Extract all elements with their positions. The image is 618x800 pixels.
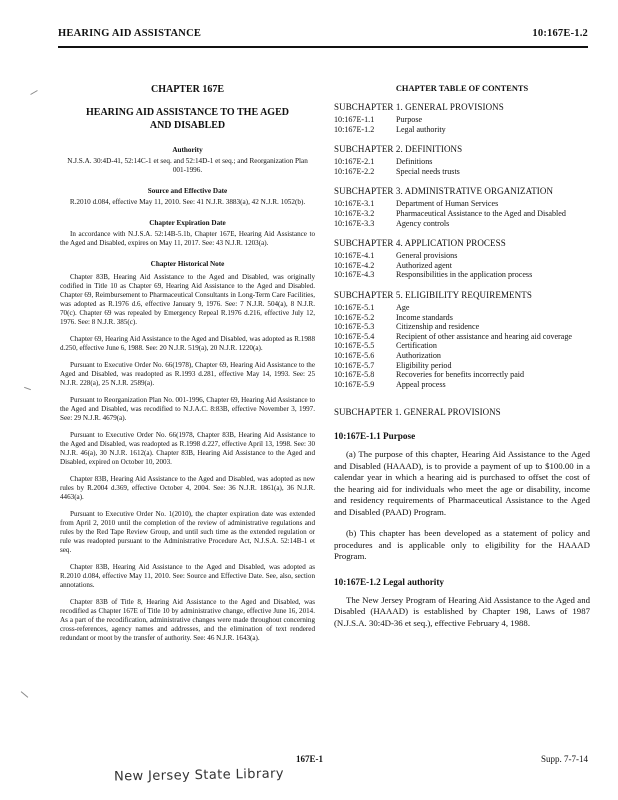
toc-entry[interactable] <box>334 380 590 390</box>
toc-entry[interactable] <box>334 351 590 361</box>
left-column <box>60 84 315 651</box>
running-header <box>58 28 588 42</box>
toc-subchapter <box>334 238 590 280</box>
subchapter-heading: SUBCHAPTER 1. GENERAL PROVISIONS <box>334 407 501 418</box>
toc-entry-title: Eligibility period <box>396 360 452 370</box>
right-column <box>334 84 590 639</box>
history-paragraph: Chapter 83B, Hearing Aid Assistance to the Aged and Disabled, was originally codified in Title 10 as Chapter 69, Hearing Aid Assistance to the Aged and Disabled. Chapter 69, Reimbursement to Pharmaceutical Consultants in Long-Term Care Facilities, was adopted as R.1976 d.6, effective January 9, 1976. See: 7 N.J.R. 504(a), 8 N.J.R. 70(c). Chapter 69 was repealed by Emergency Repeal R.1976 d.216, effective July 12, 1976. See: 8 N.J.R. 385(c). <box>60 273 315 326</box>
toc-entry-number: 10:167E-1.2 <box>334 124 375 134</box>
toc-entry-number: 10:167E-2.2 <box>334 166 375 176</box>
history-paragraph: Pursuant to Executive Order No. 1(2010), the chapter expiration date was extended from April 2, 2010 until the completion of the review of administrative regulations and rules by the Red Tape Review Group, and until such time as the extended regulation or rule was readopted pursuant to the Administrative Procedure Act, N.J.S.A. 52:14B-1 et seq. <box>60 510 315 554</box>
toc-entry-title: Responsibilities in the application process <box>396 270 533 280</box>
toc-entry-number: 10:167E-5.4 <box>334 331 375 341</box>
header-title: HEARING AID ASSISTANCE <box>58 28 202 39</box>
toc-entry-title: General provisions <box>396 251 458 261</box>
history-paragraph: Chapter 69, Hearing Aid Assistance to the Aged and Disabled, was adopted as R.1988 d.250, effective June 6, 1988. See: 20 N.J.R. 519(a), 20 N.J.R. 1220(a). <box>60 335 315 352</box>
toc-entry-number: 10:167E-4.2 <box>334 260 375 270</box>
toc-entry-number: 10:167E-5.8 <box>334 370 375 380</box>
section-paragraph: The New Jersey Program of Hearing Aid Assistance to the Aged and Disabled (HAAAD) is established by Chapter 198, Laws of 1987 (N.J.S.A. 30:4D-36 et seq.), effective February 4, 1988. <box>334 594 590 628</box>
toc-entry-number: 10:167E-3.2 <box>334 208 375 218</box>
toc-entry[interactable] <box>334 303 590 313</box>
section-paragraph: (a) The purpose of this chapter, Hearing Aid Assistance to the Aged and Disabled (HAAAD), is to provide a payment of up to $100.00 in a calendar year in which a hearing aid is purchased to offset the cost of the hearing aid for individuals who meet the age or disability, income and residency requirements of Pharmaceutical Assistance to the Aged and Disabled (PAAD) Program. <box>334 449 590 517</box>
toc-entry-title: Authorization <box>396 350 441 360</box>
toc-entry-title: Certification <box>396 341 437 351</box>
toc-entry[interactable] <box>334 219 590 229</box>
toc-entry-title: Age <box>396 302 410 312</box>
authority-heading: Authority <box>172 146 203 154</box>
page-number: 167E-1 <box>296 754 323 764</box>
library-stamp: New Jersey State Library <box>113 766 284 785</box>
toc-subchapter <box>334 102 590 134</box>
toc-subchapter-heading: SUBCHAPTER 5. ELIGIBILITY REQUIREMENTS <box>334 289 532 300</box>
expiration-text: In accordance with N.J.S.A. 52:14B-5.1b, Chapter 167E, Hearing Aid Assistance to the Aged and Disabled, expires on May 11, 2017. See: 43 N.J.R. 1203(a). <box>60 230 315 247</box>
toc-entry-number: 10:167E-4.3 <box>334 270 375 280</box>
toc-entry-number: 10:167E-5.9 <box>334 379 375 389</box>
toc-entry-number: 10:167E-4.1 <box>334 251 375 261</box>
toc-entry[interactable] <box>334 370 590 380</box>
toc-entry-number: 10:167E-5.3 <box>334 322 375 332</box>
toc-entry-title: Special needs trusts <box>396 166 460 176</box>
history-paragraph: Chapter 83B, Hearing Aid Assistance to the Aged and Disabled, was adopted as R.2010 d.084, effective May 11, 2010. See: Source and Effective Date. See, also, section annotations. <box>60 563 315 589</box>
toc-entry-number: 10:167E-5.5 <box>334 341 375 351</box>
section-paragraph: (b) This chapter has been developed as a statement of policy and procedures and is applicable only to eligibility for the HAAAD Program. <box>334 528 590 562</box>
toc-entry[interactable] <box>334 157 590 167</box>
history-paragraph: Chapter 83B of Title 8, Hearing Aid Assistance to the Aged and Disabled, was recodified as Chapter 167E of Title 10 by administrative change, effective June 16, 2014. As a part of the recodification, administrative changes were made throughout concerning cross-references, agency names and addresses, and the elimination of text rendered redundant or moot by the transfer of authority. See: 46 N.J.R. 1643(a). <box>60 598 315 642</box>
toc-entry[interactable] <box>334 125 590 135</box>
chapter-title: HEARING AID ASSISTANCE TO THE AGED AND DISABLED <box>86 107 289 131</box>
toc-entry[interactable] <box>334 115 590 125</box>
authority-text: N.J.S.A. 30:4D-41, 52:14C-1 et seq. and 52:14D-1 et seq.; and Reorganization Plan 001-1996. <box>67 157 308 174</box>
toc-entry[interactable] <box>334 251 590 261</box>
toc-entry-title: Legal authority <box>396 124 446 134</box>
toc-subchapter-heading: SUBCHAPTER 1. GENERAL PROVISIONS <box>334 102 504 112</box>
toc-entry-number: 10:167E-1.1 <box>334 115 375 124</box>
toc-entry[interactable] <box>334 209 590 219</box>
toc-entry[interactable] <box>334 270 590 280</box>
source-heading: Source and Effective Date <box>147 187 228 195</box>
toc-entry-title: Recipient of other assistance and hearing aid coverage <box>396 331 572 341</box>
history-paragraph: Pursuant to Reorganization Plan No. 001-1996, Chapter 69, Hearing Aid Assistance to the Aged and Disabled, was recodified to N.J.A.C. 8:83B, effective November 3, 1997. See: 29 N.J.R. 4679(a). <box>60 396 315 422</box>
toc-entry[interactable] <box>334 313 590 323</box>
toc-entry-title: Agency controls <box>396 218 450 228</box>
toc-entry-title: Definitions <box>396 157 433 167</box>
toc-entry[interactable] <box>334 261 590 271</box>
history-paragraph: Chapter 83B, Hearing Aid Assistance to the Aged and Disabled, was adopted as new rules by R.2004 d.369, effective October 4, 2004. See: 36 N.J.R. 1861(a), 36 N.J.R. 4463(a). <box>60 475 315 501</box>
header-rule <box>58 46 588 48</box>
toc-entry-title: Appeal process <box>396 379 446 389</box>
toc-title: CHAPTER TABLE OF CONTENTS <box>395 84 529 93</box>
toc-subchapter <box>334 144 590 176</box>
toc-subchapter-heading: SUBCHAPTER 2. DEFINITIONS <box>334 144 463 155</box>
scan-mark <box>21 691 29 698</box>
history-heading: Chapter Historical Note <box>150 260 225 268</box>
toc-entry-number: 10:167E-5.6 <box>334 350 375 360</box>
toc-entry-title: Pharmaceutical Assistance to the Aged and Disabled <box>396 208 566 218</box>
toc-entry-number: 10:167E-5.7 <box>334 360 375 370</box>
toc-entry[interactable] <box>334 361 590 371</box>
toc-entry-number: 10:167E-3.3 <box>334 218 375 228</box>
toc-entry-number: 10:167E-5.1 <box>334 302 375 312</box>
supplement-date: Supp. 7-7-14 <box>541 754 588 764</box>
section-heading-legal-authority: 10:167E-1.2 Legal authority <box>334 576 444 587</box>
toc-subchapter <box>334 290 590 389</box>
toc-subchapter <box>334 186 590 228</box>
toc-entry[interactable] <box>334 199 590 209</box>
toc-entry-title: Recoveries for benefits incorrectly paid <box>396 370 525 380</box>
toc-entry-number: 10:167E-5.2 <box>334 312 375 322</box>
toc-entry[interactable] <box>334 167 590 177</box>
toc-entry-title: Income standards <box>396 312 453 322</box>
expiration-heading: Chapter Expiration Date <box>149 219 226 227</box>
chapter-number: CHAPTER 167E <box>150 84 225 95</box>
source-text: R.2010 d.084, effective May 11, 2010. See: 41 N.J.R. 3883(a), 42 N.J.R. 1052(b). <box>69 198 306 206</box>
scan-mark <box>30 90 37 95</box>
toc-entry-title: Purpose <box>396 115 423 124</box>
header-section-number: 10:167E-1.2 <box>532 28 588 39</box>
toc-entry-title: Authorized agent <box>396 260 452 270</box>
section-heading-purpose: 10:167E-1.1 Purpose <box>334 431 416 442</box>
toc-entry[interactable] <box>334 341 590 351</box>
toc-subchapter-heading: SUBCHAPTER 3. ADMINISTRATIVE ORGANIZATION <box>334 186 554 197</box>
toc-subchapter-heading: SUBCHAPTER 4. APPLICATION PROCESS <box>334 238 506 249</box>
toc-entry-title: Department of Human Services <box>396 199 499 209</box>
history-paragraph: Pursuant to Executive Order No. 66(1978, Chapter 83B, Hearing Aid Assistance to the Aged and Disabled, was readopted as R.1998 d.227, effective April 13, 1998. See: 30 N.J.R. 46(a), 30 N.J.R. 1612(a). Chapter 83B, Hearing Aid Assistance to the Aged and Disabled, expired on October 10, 2003. <box>60 431 315 466</box>
toc-entry-number: 10:167E-2.1 <box>334 157 375 167</box>
toc-entry[interactable] <box>334 322 590 332</box>
toc-entry-number: 10:167E-3.1 <box>334 199 375 209</box>
history-paragraph: Pursuant to Executive Order No. 66(1978), Chapter 69, Hearing Aid Assistance to the Aged and Disabled, was readopted as R.1993 d.281, effective May 14, 1993. See: 25 N.J.R. 228(a), 25 N.J.R. 2589(a). <box>60 361 315 387</box>
page-footer <box>0 754 618 774</box>
toc-entry[interactable] <box>334 332 590 342</box>
toc-entry-title: Citizenship and residence <box>396 322 480 332</box>
scan-mark <box>24 387 31 390</box>
